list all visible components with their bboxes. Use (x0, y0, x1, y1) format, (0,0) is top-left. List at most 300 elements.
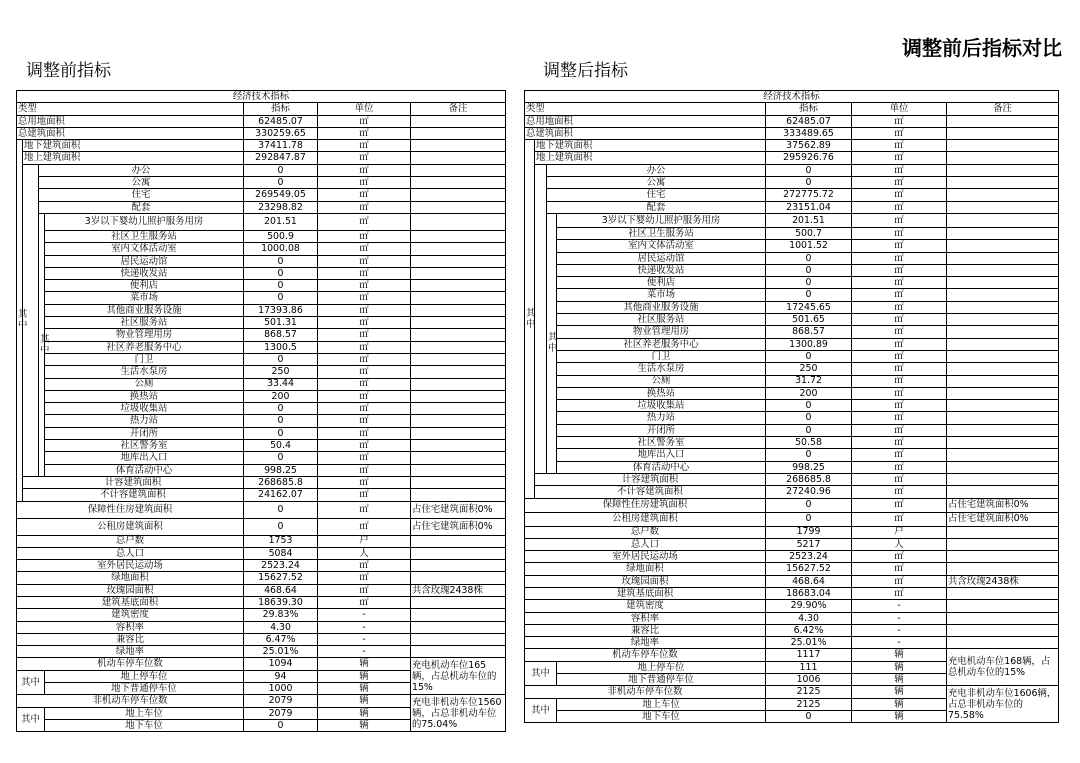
row-unit: ㎡ (318, 390, 411, 402)
row-value: 1000 (244, 683, 318, 695)
group-label-qizhong: 其中 (17, 140, 23, 501)
row-value: 0 (244, 164, 318, 176)
row-value: 500.7 (766, 227, 852, 239)
row-unit: 辆 (318, 658, 411, 670)
row-value: 15627.52 (244, 572, 318, 584)
row-label: 兼容比 (525, 624, 766, 636)
row-note (947, 240, 1059, 252)
row-unit: ㎡ (318, 501, 411, 518)
row-note (947, 227, 1059, 239)
row-value: 17245.65 (766, 301, 852, 313)
row-label: 住宅 (39, 189, 244, 201)
row-note (947, 140, 1059, 152)
row-label: 地上停车位 (45, 670, 244, 682)
table-row (525, 201, 1059, 213)
row-label: 办公 (547, 164, 766, 176)
row-value: 998.25 (766, 461, 852, 473)
row-unit: ㎡ (852, 563, 947, 575)
table-row (525, 498, 1059, 512)
row-label: 不计容建筑面积 (535, 486, 766, 498)
row-unit: ㎡ (318, 378, 411, 390)
row-note (411, 304, 506, 316)
table-row (17, 177, 506, 189)
row-value: 250 (766, 363, 852, 375)
row-label: 门卫 (557, 350, 766, 362)
row-value: 24162.07 (244, 489, 318, 501)
row-unit: ㎡ (852, 587, 947, 599)
row-label: 热力站 (557, 412, 766, 424)
row-note (947, 400, 1059, 412)
row-note (947, 264, 1059, 276)
row-unit: ㎡ (318, 189, 411, 201)
row-note (947, 326, 1059, 338)
row-unit: ㎡ (318, 572, 411, 584)
row-note (947, 177, 1059, 189)
row-value: 0 (244, 719, 318, 731)
row-value: 0 (244, 518, 318, 535)
header-type: 类型 (525, 103, 766, 115)
row-unit: 辆 (318, 670, 411, 682)
row-note (947, 363, 1059, 375)
row-label: 绿地面积 (17, 572, 244, 584)
row-label: 开闭所 (45, 427, 244, 439)
row-note (411, 415, 506, 427)
row-value: 2125 (766, 698, 852, 710)
row-note (411, 152, 506, 164)
row-value: 2523.24 (244, 560, 318, 572)
row-note (411, 489, 506, 501)
row-note: 占住宅建筑面积0% (411, 501, 506, 518)
table-row (17, 243, 506, 255)
row-value: 0 (766, 400, 852, 412)
table-row (525, 437, 1059, 449)
row-label: 地下车位 (45, 719, 244, 731)
row-note (411, 280, 506, 292)
row-unit: ㎡ (852, 400, 947, 412)
row-note (411, 427, 506, 439)
table-row (525, 289, 1059, 301)
row-value: 0 (244, 353, 318, 365)
row-value: 0 (244, 177, 318, 189)
row-unit: ㎡ (318, 164, 411, 176)
table-title-row (525, 91, 1059, 103)
row-note: 充电机动车位168辆，占总机动车位的15% (947, 649, 1059, 686)
row-value: 15627.52 (766, 563, 852, 575)
row-unit: ㎡ (318, 213, 411, 230)
row-label: 建筑基底面积 (525, 587, 766, 599)
row-value: 31.72 (766, 375, 852, 387)
row-unit: 辆 (852, 674, 947, 686)
row-unit: - (318, 621, 411, 633)
row-label: 公寓 (39, 177, 244, 189)
row-note: 充电非机动车位1606辆，占总非机动车位的75.58% (947, 686, 1059, 723)
row-label: 居民运动馆 (557, 252, 766, 264)
row-note (947, 526, 1059, 538)
row-unit: ㎡ (318, 560, 411, 572)
row-label: 计容建筑面积 (23, 476, 244, 488)
row-label: 地上建筑面积 (535, 152, 766, 164)
row-value: 501.65 (766, 314, 852, 326)
row-note (411, 329, 506, 341)
row-label: 菜市场 (557, 289, 766, 301)
row-unit: ㎡ (318, 596, 411, 608)
table-row (525, 338, 1059, 350)
row-value: 0 (766, 289, 852, 301)
row-label: 生活水泵房 (557, 363, 766, 375)
row-label: 社区警务室 (45, 440, 244, 452)
row-label: 便利店 (557, 277, 766, 289)
row-value: 272775.72 (766, 189, 852, 201)
spacer-cell (535, 164, 547, 473)
row-label: 机动车停车位数 (525, 649, 766, 661)
row-note (947, 449, 1059, 461)
row-unit: 人 (318, 547, 411, 559)
row-note (411, 403, 506, 415)
row-value: 25.01% (244, 646, 318, 658)
row-unit: ㎡ (318, 464, 411, 476)
row-label: 不计容建筑面积 (23, 489, 244, 501)
row-value: 33.44 (244, 378, 318, 390)
table-row (17, 633, 506, 645)
row-value: 500.9 (244, 230, 318, 242)
table-row (525, 326, 1059, 338)
row-note (947, 437, 1059, 449)
row-unit: - (852, 600, 947, 612)
group-label-qizhong: 其中 (525, 140, 535, 498)
row-unit: - (318, 609, 411, 621)
row-note (411, 452, 506, 464)
table-row (525, 563, 1059, 575)
row-value: 0 (244, 255, 318, 267)
row-value: 0 (766, 412, 852, 424)
row-unit: ㎡ (852, 387, 947, 399)
row-value: 37562.89 (766, 140, 852, 152)
row-note: 占住宅建筑面积0% (947, 498, 1059, 512)
row-unit: 辆 (318, 707, 411, 719)
row-value: 1094 (244, 658, 318, 670)
row-unit: - (852, 637, 947, 649)
row-unit: 辆 (318, 719, 411, 731)
table-row (525, 637, 1059, 649)
row-unit: ㎡ (318, 452, 411, 464)
row-label: 物业管理用房 (557, 326, 766, 338)
row-value: 50.58 (766, 437, 852, 449)
row-unit: ㎡ (318, 403, 411, 415)
row-unit: 户 (318, 535, 411, 547)
table-row (525, 400, 1059, 412)
row-value: 0 (766, 264, 852, 276)
table-row (525, 227, 1059, 239)
row-value: 94 (244, 670, 318, 682)
row-unit: ㎡ (318, 243, 411, 255)
row-unit: ㎡ (318, 584, 411, 596)
row-unit: ㎡ (852, 227, 947, 239)
row-label: 社区养老服务中心 (45, 341, 244, 353)
row-unit: ㎡ (852, 301, 947, 313)
row-unit: 人 (852, 538, 947, 550)
row-label: 地上车位 (45, 707, 244, 719)
table-row (17, 255, 506, 267)
row-note (947, 350, 1059, 362)
row-label: 换热站 (45, 390, 244, 402)
table-row (17, 317, 506, 329)
row-note (947, 551, 1059, 563)
row-unit: ㎡ (852, 363, 947, 375)
row-value: 29.90% (766, 600, 852, 612)
row-label: 总户数 (525, 526, 766, 538)
row-unit: ㎡ (852, 240, 947, 252)
row-unit: ㎡ (852, 551, 947, 563)
table-header-row (525, 103, 1059, 115)
row-value: 18639.30 (244, 596, 318, 608)
table-row (17, 658, 506, 670)
row-unit: ㎡ (852, 201, 947, 213)
row-label: 社区警务室 (557, 437, 766, 449)
row-label: 体育活动中心 (557, 461, 766, 473)
table-row (17, 267, 506, 279)
table-row (17, 201, 506, 213)
row-note (411, 621, 506, 633)
row-label: 配套 (547, 201, 766, 213)
row-value: 5084 (244, 547, 318, 559)
row-note (411, 464, 506, 476)
row-value: 200 (766, 387, 852, 399)
group-label-qizhong: 其中 (525, 698, 557, 723)
row-label: 物业管理用房 (45, 329, 244, 341)
row-label: 其他商业服务设施 (557, 301, 766, 313)
row-unit: ㎡ (852, 338, 947, 350)
table-row (17, 292, 506, 304)
row-unit: ㎡ (318, 476, 411, 488)
row-value: 269549.05 (244, 189, 318, 201)
row-unit: ㎡ (852, 127, 947, 139)
row-unit: - (318, 646, 411, 658)
row-label: 建筑基底面积 (17, 596, 244, 608)
row-label: 生活水泵房 (45, 366, 244, 378)
row-label: 总户数 (17, 535, 244, 547)
table-row (525, 575, 1059, 587)
row-note (947, 563, 1059, 575)
row-value: 37411.78 (244, 140, 318, 152)
table-row (17, 695, 506, 707)
left-indicator-table (16, 90, 506, 732)
row-note (411, 535, 506, 547)
table-row (525, 512, 1059, 526)
row-unit: - (852, 624, 947, 636)
table-row (17, 189, 506, 201)
row-label: 绿地率 (17, 646, 244, 658)
row-label: 公租房建筑面积 (525, 512, 766, 526)
table-row (17, 366, 506, 378)
row-label: 公租房建筑面积 (17, 518, 244, 535)
row-unit: 辆 (852, 649, 947, 661)
table-row (525, 461, 1059, 473)
row-value: 6.47% (244, 633, 318, 645)
table-row (17, 584, 506, 596)
table-row (17, 609, 506, 621)
row-value: 998.25 (244, 464, 318, 476)
table-row (17, 646, 506, 658)
table-row (17, 353, 506, 365)
row-label: 玫瑰园面积 (17, 584, 244, 596)
table-row (17, 476, 506, 488)
row-unit: ㎡ (852, 264, 947, 276)
row-unit: ㎡ (852, 375, 947, 387)
row-note (411, 213, 506, 230)
row-note (947, 252, 1059, 264)
row-unit: ㎡ (318, 353, 411, 365)
row-label: 地下车位 (557, 710, 766, 722)
row-label: 换热站 (557, 387, 766, 399)
row-note (947, 338, 1059, 350)
header-note: 备注 (411, 103, 506, 115)
row-unit: - (852, 612, 947, 624)
row-note (947, 201, 1059, 213)
row-label: 保障性住房建筑面积 (525, 498, 766, 512)
table-row (525, 314, 1059, 326)
row-label: 地上建筑面积 (23, 152, 244, 164)
row-label: 便利店 (45, 280, 244, 292)
row-unit: ㎡ (318, 440, 411, 452)
group-label-qizhong: 其中 (17, 707, 45, 732)
row-value: 201.51 (766, 213, 852, 227)
row-value: 1117 (766, 649, 852, 661)
row-unit: ㎡ (852, 412, 947, 424)
row-value: 1300.89 (766, 338, 852, 350)
row-value: 0 (244, 427, 318, 439)
row-unit: ㎡ (852, 326, 947, 338)
row-unit: ㎡ (852, 115, 947, 127)
row-value: 868.57 (766, 326, 852, 338)
row-label: 总人口 (17, 547, 244, 559)
row-unit: ㎡ (852, 252, 947, 264)
row-unit: ㎡ (852, 449, 947, 461)
row-note: 占住宅建筑面积0% (411, 518, 506, 535)
table-row (17, 280, 506, 292)
table-row (525, 277, 1059, 289)
row-value: 23298.82 (244, 201, 318, 213)
row-label: 居民运动馆 (45, 255, 244, 267)
row-label: 办公 (39, 164, 244, 176)
row-note (411, 201, 506, 213)
table-row (525, 412, 1059, 424)
group-label-qizhong: 其中 (525, 661, 557, 686)
row-note (411, 140, 506, 152)
row-unit: ㎡ (852, 512, 947, 526)
row-unit: ㎡ (852, 437, 947, 449)
row-unit: ㎡ (318, 230, 411, 242)
row-note (947, 375, 1059, 387)
row-label: 地下普通停车位 (45, 683, 244, 695)
table-row (17, 452, 506, 464)
row-label: 社区养老服务中心 (557, 338, 766, 350)
row-value: 0 (766, 512, 852, 526)
table-row (17, 535, 506, 547)
row-unit: ㎡ (852, 152, 947, 164)
row-unit: ㎡ (852, 177, 947, 189)
table-row (525, 686, 1059, 698)
row-note (411, 646, 506, 658)
row-note (947, 189, 1059, 201)
table-row (525, 350, 1059, 362)
table-row (17, 378, 506, 390)
row-value: 111 (766, 661, 852, 673)
row-value: 18683.04 (766, 587, 852, 599)
row-note (411, 390, 506, 402)
table-row (17, 127, 506, 139)
row-unit: ㎡ (318, 177, 411, 189)
row-note (947, 624, 1059, 636)
row-label: 计容建筑面积 (535, 473, 766, 485)
row-label: 垃圾收集站 (557, 400, 766, 412)
table-row (525, 375, 1059, 387)
row-unit: ㎡ (318, 201, 411, 213)
row-value: 2079 (244, 695, 318, 707)
row-note (947, 637, 1059, 649)
table-row (525, 152, 1059, 164)
row-label: 保障性住房建筑面积 (17, 501, 244, 518)
row-label: 公厕 (45, 378, 244, 390)
row-value: 1000.08 (244, 243, 318, 255)
row-value: 468.64 (244, 584, 318, 596)
row-value: 4.30 (244, 621, 318, 633)
row-label: 室内文体活动室 (45, 243, 244, 255)
table-row (17, 560, 506, 572)
row-note (411, 366, 506, 378)
row-note (947, 587, 1059, 599)
row-value: 0 (766, 252, 852, 264)
table-row (525, 264, 1059, 276)
header-type: 类型 (17, 103, 244, 115)
row-note (411, 317, 506, 329)
row-unit: ㎡ (318, 341, 411, 353)
row-note (947, 277, 1059, 289)
row-value: 0 (244, 501, 318, 518)
table-row (525, 538, 1059, 550)
row-unit: 户 (852, 526, 947, 538)
row-label: 配套 (39, 201, 244, 213)
row-unit: ㎡ (318, 415, 411, 427)
row-label: 机动车停车位数 (17, 658, 244, 670)
table-row (17, 140, 506, 152)
row-value: 0 (244, 267, 318, 279)
row-label: 社区卫生服务站 (45, 230, 244, 242)
table-row (525, 424, 1059, 436)
row-label: 地下普通停车位 (557, 674, 766, 686)
row-unit: ㎡ (318, 152, 411, 164)
row-label: 总建筑面积 (525, 127, 766, 139)
row-value: 1300.5 (244, 341, 318, 353)
table-row (525, 486, 1059, 498)
table-row (525, 301, 1059, 313)
table-row (17, 440, 506, 452)
table-row (525, 473, 1059, 485)
row-unit: ㎡ (852, 498, 947, 512)
row-note (411, 292, 506, 304)
table-row (525, 649, 1059, 661)
row-unit: ㎡ (852, 314, 947, 326)
row-label: 非机动车停车位数 (17, 695, 244, 707)
row-label: 住宅 (547, 189, 766, 201)
row-note (411, 230, 506, 242)
row-unit: ㎡ (318, 317, 411, 329)
row-note (411, 560, 506, 572)
row-unit: ㎡ (852, 213, 947, 227)
table-row (17, 547, 506, 559)
row-label: 容积率 (525, 612, 766, 624)
row-note (947, 461, 1059, 473)
row-note (947, 314, 1059, 326)
